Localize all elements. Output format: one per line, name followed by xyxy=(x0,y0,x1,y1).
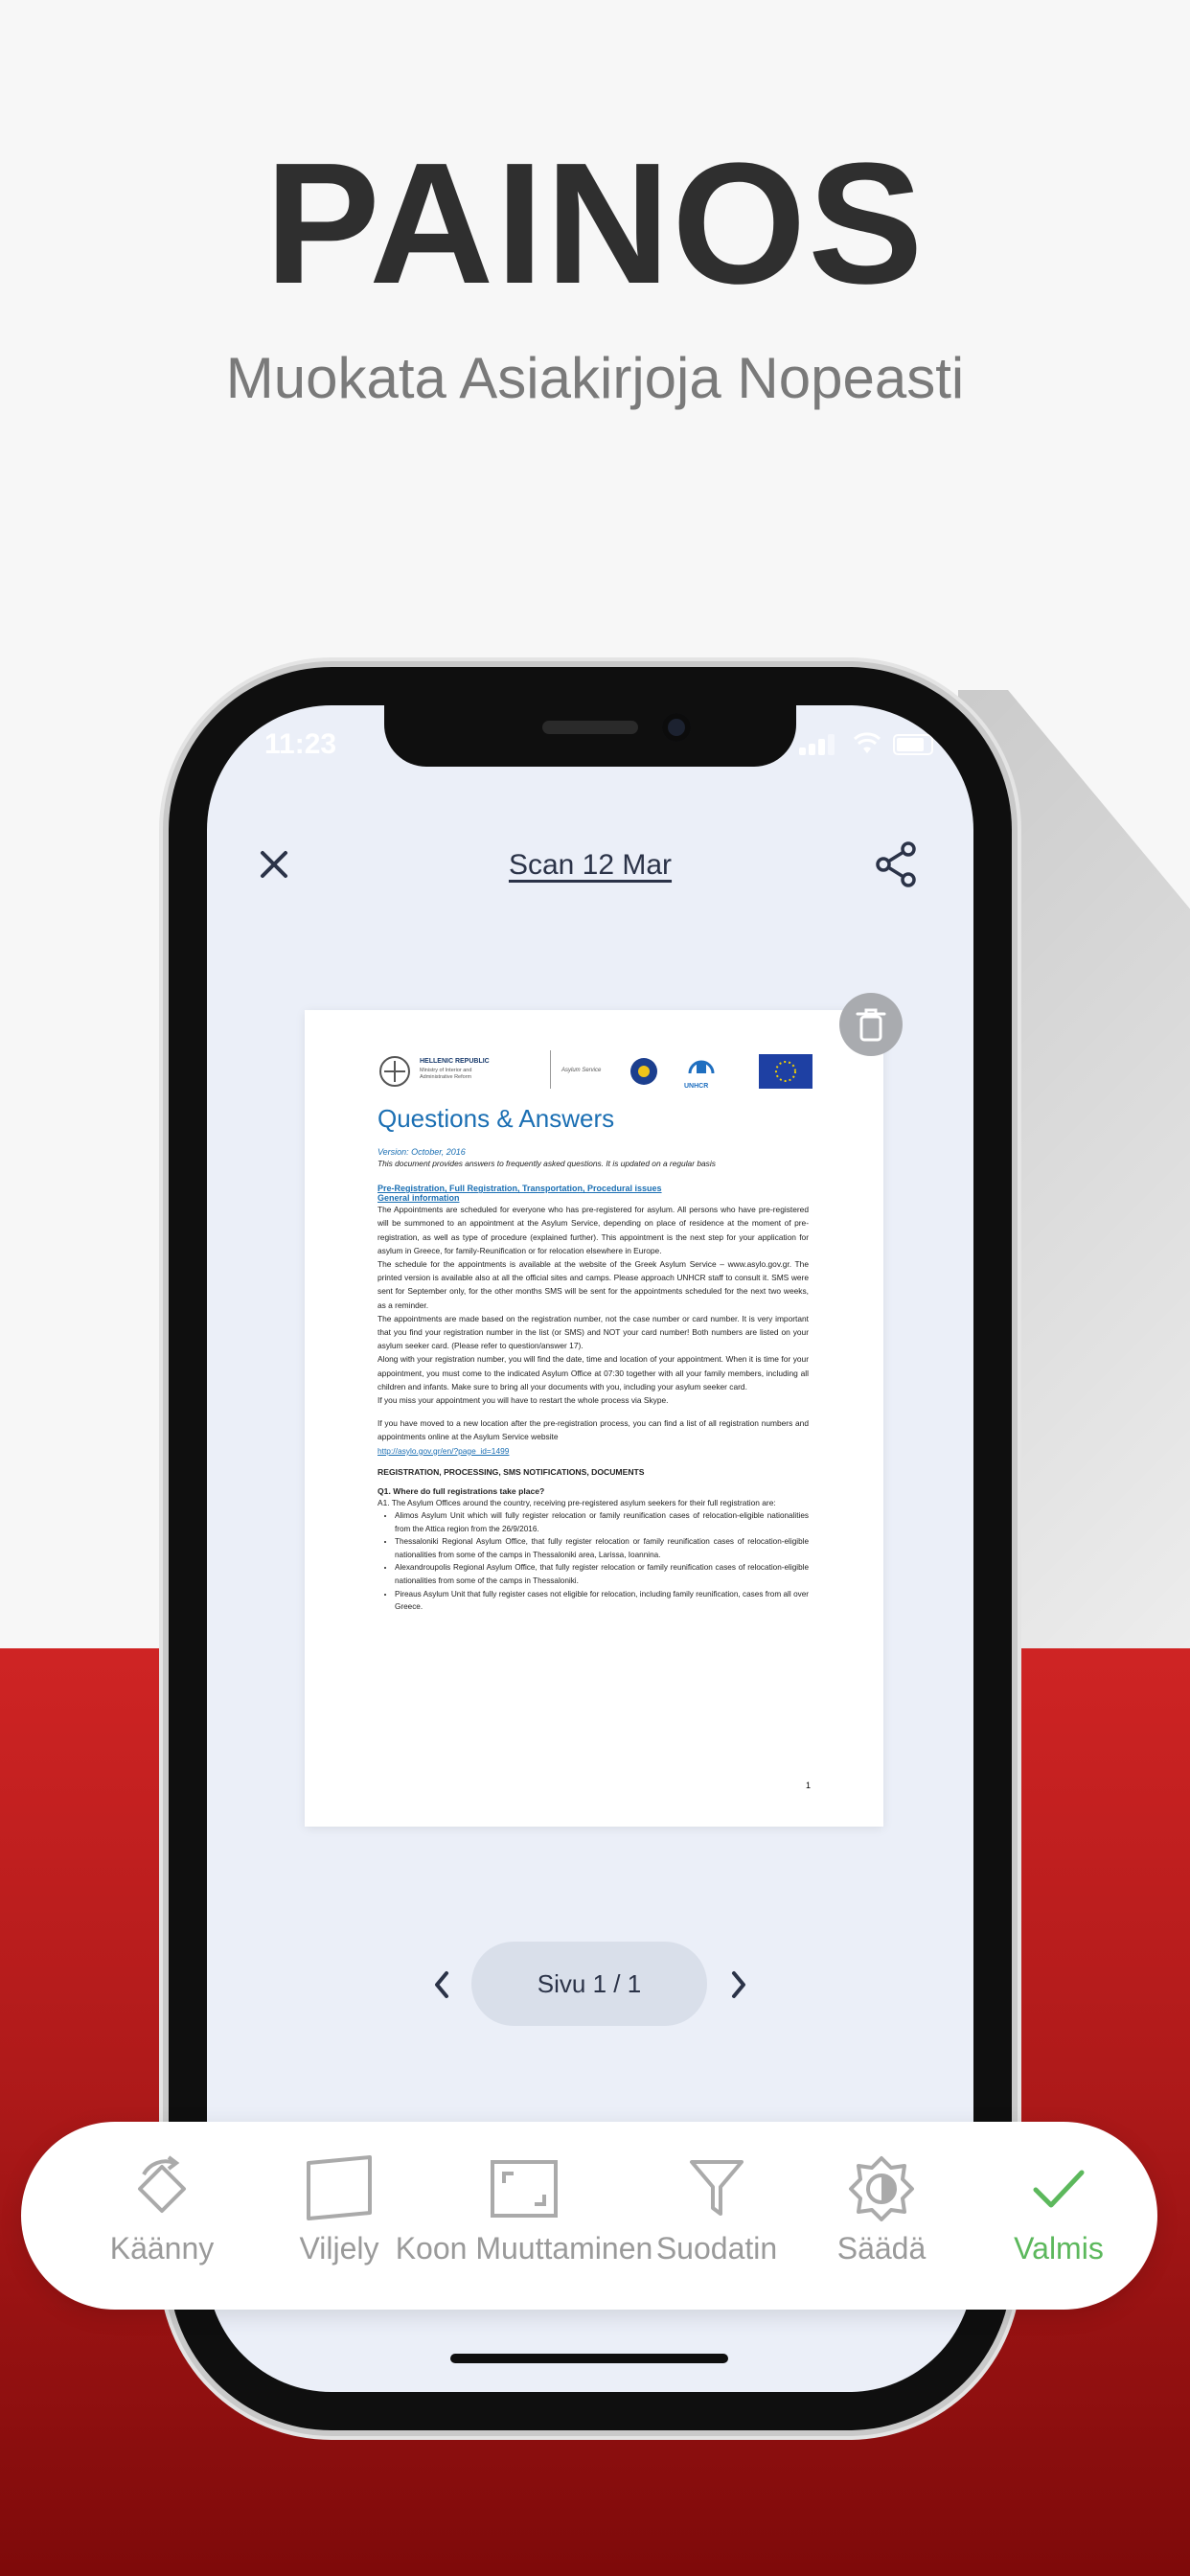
rotate-label: Käänny xyxy=(109,2231,215,2266)
adjust-button[interactable] xyxy=(814,2150,949,2285)
document-section-heading: REGISTRATION, PROCESSING, SMS NOTIFICATIONS, DOCUMENTS xyxy=(378,1466,645,1477)
resize-button[interactable] xyxy=(376,2150,673,2285)
signal-icon xyxy=(799,732,837,755)
home-indicator xyxy=(450,2354,728,2363)
document-paragraph: If you miss your appointment you will have to restart the whole process via Skype. xyxy=(378,1395,669,1406)
document-general-heading: General information xyxy=(378,1193,460,1204)
filter-label: Suodatin xyxy=(655,2231,778,2266)
rotate-button[interactable] xyxy=(90,2150,234,2285)
document-content xyxy=(378,1048,809,1614)
document-paragraph: Along with your registration number, you will find the date, time and location of your appointment. When it is time for your appointment, you must come to the indicated Asylum Office at 07:30 together with all your family members, including all children and infants. Make sure to bring all your documents with you, including your asylum seeker card. xyxy=(378,1354,809,1392)
filter-icon xyxy=(686,2156,747,2221)
done-button[interactable] xyxy=(987,2150,1131,2285)
scanned-document[interactable] xyxy=(305,1010,883,1827)
battery-icon xyxy=(893,734,933,755)
document-paragraph: The Appointments are scheduled for everyone who has pre-registered for asylum. All persons who have pre-registered will be summoned to an appointment at the Asylum Service, depending on place of residence at the moment of pre-registration, as well as type of procedure (explained further). This appointment is the next step for your application for asylum in Greece, for family-Reunification or for relocation elsewhere in Europe. xyxy=(378,1205,809,1255)
ministry-label: Ministry of Interior and Administrative Reform xyxy=(420,1068,472,1080)
document-bullet: • Thessaloniki Regional Asylum Office, that fully register relocation or family reunification cases of relocation-eligible nationalities from some of the camps in Thessaloniki area, Larissa, Ioannina. xyxy=(395,1535,809,1561)
previous-page-button[interactable] xyxy=(418,1961,466,2009)
header-divider xyxy=(550,1050,551,1089)
promo-title: PAINOS xyxy=(264,127,926,320)
trash-icon xyxy=(855,1006,887,1043)
resize-label: Koon Muuttaminen xyxy=(395,2231,653,2266)
page-indicator: Sivu 1 / 1 xyxy=(471,1942,707,2026)
unhcr-logo-icon xyxy=(682,1052,721,1087)
adjust-label: Säädä xyxy=(836,2231,927,2266)
filter-button[interactable] xyxy=(630,2150,803,2285)
done-label: Valmis xyxy=(1014,2231,1104,2266)
document-title: Questions & Answers xyxy=(378,1104,615,1133)
rotate-icon xyxy=(126,2153,197,2224)
hellenic-label: HELLENIC REPUBLIC xyxy=(420,1058,490,1065)
easo-logo-icon xyxy=(629,1056,667,1087)
share-icon xyxy=(868,836,926,893)
scan-title: Scan 12 Mar xyxy=(508,849,673,881)
chevron-left-icon xyxy=(427,1966,456,2004)
document-bullet: • Pireaus Asylum Unit that fully register cases not eligible for relocation, including family reunification, cases from all over Greece. xyxy=(395,1588,809,1614)
document-question: Q1. Where do full registrations take place? xyxy=(378,1485,545,1496)
resize-icon xyxy=(489,2158,560,2220)
document-paragraph: The schedule for the appointments is available at the website of the Greek Asylum Service – www.asylo.gov.gr. The printed version is available also at all the official sites and camps. Please approach UNHCR staff to consult it. SMS were sent for September only, for the other months SMS will be sent for the appointments scheduled for the next two weeks, as a reminder. xyxy=(378,1259,809,1310)
brightness-icon xyxy=(845,2152,918,2225)
hellenic-emblem-icon xyxy=(378,1054,412,1089)
document-version: Version: October, 2016 xyxy=(378,1147,466,1157)
wifi-icon xyxy=(853,732,881,755)
share-button[interactable] xyxy=(868,836,926,893)
document-bullet: • Alexandroupolis Regional Asylum Office, that fully register relocation or family reunification cases of relocation-eligible nationalities from some of the camps in Thessaloniki. xyxy=(395,1561,809,1587)
close-icon xyxy=(257,847,291,882)
crop-icon xyxy=(301,2153,378,2224)
document-url: http://asylo.gov.gr/en/?page_id=1499 xyxy=(378,1445,510,1456)
check-icon xyxy=(1030,2165,1087,2213)
edit-toolbar xyxy=(21,2122,1157,2310)
unhcr-label: UNHCR xyxy=(684,1083,709,1090)
document-intro: This document provides answers to frequently asked questions. It is updated on a regular basis xyxy=(378,1159,716,1168)
document-answer: A1. The Asylum Offices around the country, receiving pre-registered asylum seekers for their full registration are: xyxy=(378,1497,776,1507)
notch xyxy=(384,705,796,767)
next-page-button[interactable] xyxy=(715,1961,763,2009)
status-time: 11:23 xyxy=(264,728,337,760)
status-icons xyxy=(799,732,933,757)
document-link-heading: Pre-Registration, Full Registration, Transportation, Procedural issues xyxy=(378,1184,662,1194)
delete-page-button[interactable] xyxy=(839,993,903,1056)
asylum-service-label: Asylum Service xyxy=(561,1068,602,1073)
close-button[interactable] xyxy=(245,836,303,893)
eu-flag-icon xyxy=(759,1054,812,1089)
document-page-number: 1 xyxy=(805,1781,811,1790)
chevron-right-icon xyxy=(724,1966,753,2004)
document-bullet: • Alimos Asylum Unit which will fully register relocation or family reunification cases of relocation-eligible nationalities from the Attica region from the 26/9/2016. xyxy=(395,1509,809,1535)
document-paragraph: If you have moved to a new location after the pre-registration process, you can find a list of all registration numbers and appointments online at the Asylum Service website xyxy=(378,1418,809,1442)
document-bullet-list xyxy=(378,1509,809,1614)
document-paragraph: The appointments are made based on the registration number, not the case number or card number. It is very important that you find your registration number in the list (or SMS) and NOT your card number! Both numbers are listed on your asylum seeker card. (Please refer to question/answer 17). xyxy=(378,1313,809,1351)
front-camera xyxy=(662,713,691,742)
promo-subtitle: Muokata Asiakirjoja Nopeasti xyxy=(225,346,965,410)
document-header xyxy=(378,1048,809,1094)
speaker xyxy=(542,721,638,734)
crop-label: Viljely xyxy=(299,2231,379,2266)
page-navigator xyxy=(207,1942,973,2028)
